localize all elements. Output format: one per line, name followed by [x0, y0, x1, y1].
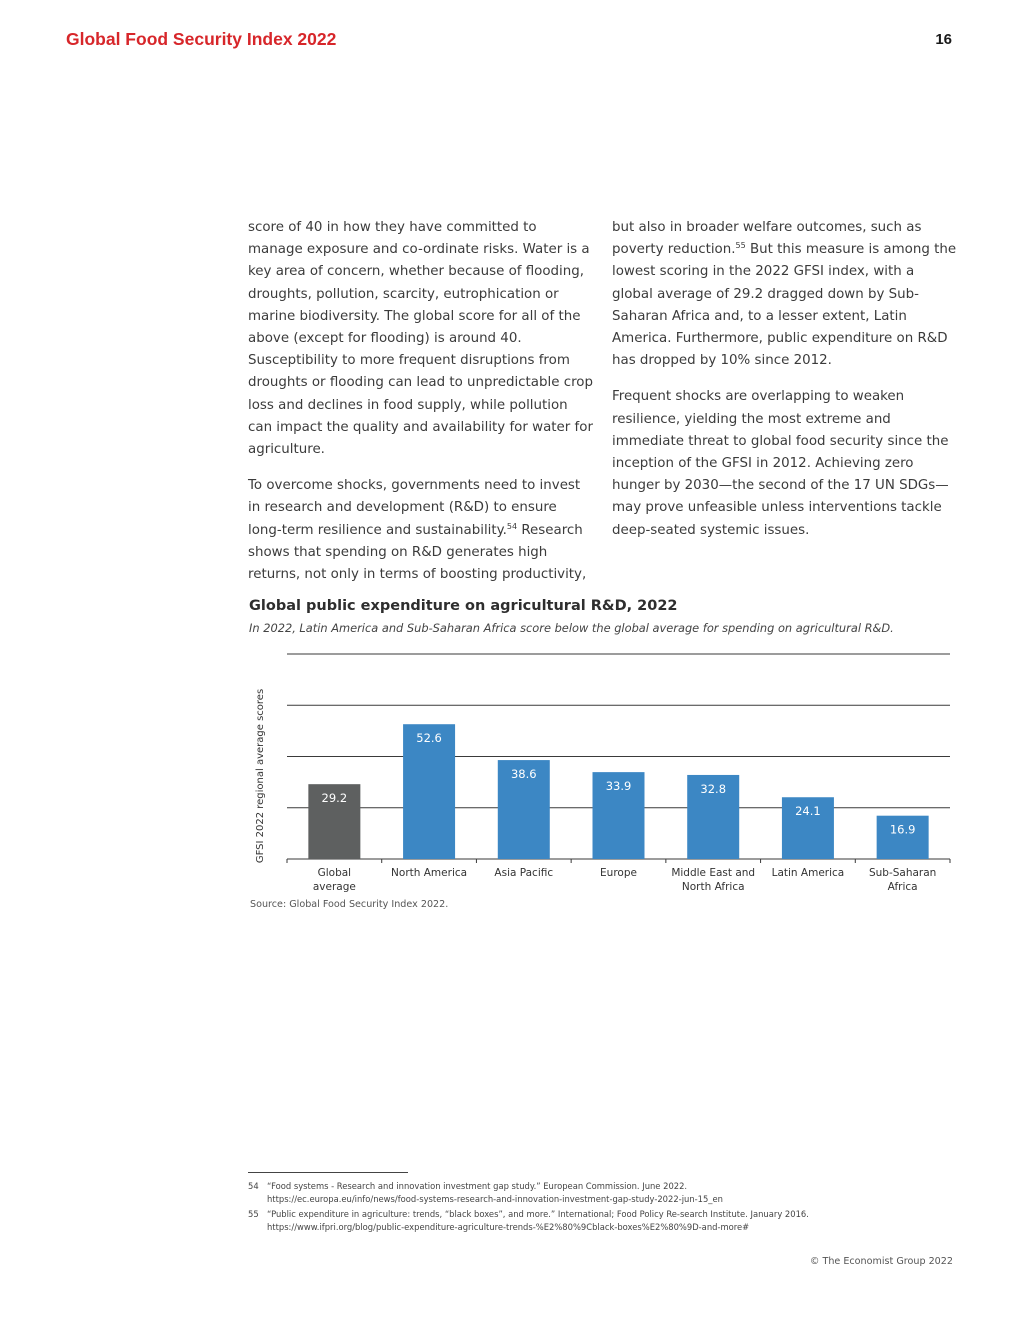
x-tick-label: Latin America [771, 867, 845, 879]
chart-title: Global public expenditure on agricultural R&D, 2022 [249, 598, 678, 614]
y-axis-label: GFSI 2022 regional average scores [255, 688, 266, 864]
paragraph: Frequent shocks are overlapping to weaken resilience, yielding the most extreme and immediate threat to global food security since the inception of the GFSI in 2012. Achieving zero hunger by 2030—the second of the 17 UN SDGs—may prove unfeasible unless interventions tackle deep-seated systemic issues. [612, 389, 949, 538]
bar-value-label: 32.8 [700, 781, 727, 796]
bar-value-label: 38.6 [510, 767, 537, 782]
chart-source: Source: Global Food Security Index 2022. [250, 899, 449, 910]
x-tick-label: Middle East and [671, 867, 756, 879]
footnote-54 [248, 1180, 723, 1206]
paragraph-text: but also in broader welfare outcomes, such as poverty reduction. [612, 220, 922, 258]
paragraph: score of 40 in how they have committed to manage exposure and co-ordinate risks. Water is a key area of concern, whether because of flooding, droughts, pollution, scarcity, eutrophication or marine biodiversity. The global score for all of the above (except for flooding) is around 40. Susceptibility to more frequent disruptions from droughts or flooding can lead to unpredictable crop loss and declines in food supply, while pollution can impact the quality and availability for water for agriculture. [248, 220, 593, 458]
x-tick-label: average [312, 881, 356, 893]
footnote-number: 54 [248, 1181, 259, 1191]
paragraph-text: To overcome shocks, governments need to invest in research and development (R&D) to ensure long-term resilience and sustainability. [248, 478, 581, 538]
footnote-link[interactable]: https://ec.europa.eu/info/news/food-systems-research-and-innovation-investment-gap-study-2022-jun-15_en [267, 1194, 723, 1204]
x-tick-label: Global [317, 867, 352, 879]
footnote-number: 55 [248, 1209, 259, 1219]
paragraph-text: But this measure is among the lowest scoring in the 2022 GFSI index, with a global average of 29.2 dragged down by Sub-Saharan Africa and, to a lesser extent, Latin America. Furthermore, public expenditure on R&D has dropped by 10% since 2012. [612, 242, 957, 369]
footnote-ref[interactable]: 55 [735, 241, 746, 251]
footnote-link[interactable]: https://www.ifpri.org/blog/public-expenditure-agriculture-trends-%E2%80%9Cblack-boxes%E2%80%9D-and-more# [267, 1222, 750, 1232]
x-tick-label: Europe [600, 867, 637, 879]
x-tick-label: Africa [887, 881, 918, 893]
page-number: 16 [935, 31, 952, 48]
x-tick-label: North Africa [681, 881, 745, 893]
footnote-ref[interactable]: 54 [506, 521, 518, 531]
chart-subtitle: In 2022, Latin America and Sub-Saharan Africa score below the global average for spending on agricultural R&D. [249, 621, 894, 635]
x-tick-label: Sub-Saharan [868, 867, 937, 879]
paragraph-text: Research shows that spending on R&D generates high returns, not only in terms of boosting productivity, [248, 522, 587, 583]
bar-value-label: 24.1 [795, 804, 821, 819]
report-title: Global Food Security Index 2022 [66, 29, 337, 49]
bar-value-label: 33.9 [605, 779, 632, 794]
x-tick-label: Asia Pacific [494, 867, 554, 879]
footnote-text: “Public expenditure in agriculture: trends, “black boxes”, and more.” International; Food Policy Re-search Institute. January 2016. [267, 1209, 809, 1219]
x-tick-label: North America [391, 867, 468, 879]
footnote-55 [248, 1208, 809, 1234]
bar-value-label: 16.9 [889, 822, 916, 837]
footnote-text: “Food systems - Research and innovation investment gap study.” European Commission. June 2022. [267, 1181, 688, 1191]
bar-value-label: 52.6 [416, 731, 442, 746]
bar-value-label: 29.2 [321, 791, 348, 806]
footnote-divider [248, 1172, 408, 1173]
copyright: © The Economist Group 2022 [809, 1256, 953, 1267]
